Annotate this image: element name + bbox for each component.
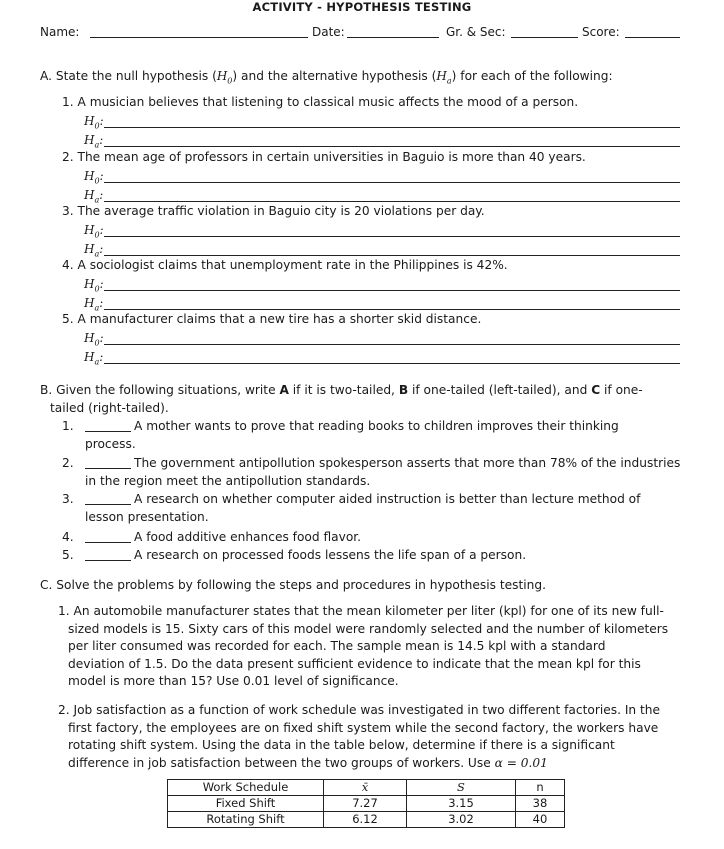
date-label: Date: — [312, 25, 345, 39]
ha-answer-line[interactable] — [104, 309, 680, 310]
ha-label: $H_a$: — [84, 242, 104, 259]
part-a-item: 4. A sociologist claims that unemployment rate in the Philippines is 42%. — [62, 258, 508, 272]
problem-2-line: 2. Job satisfaction as a function of work schedule was investigated in two different factories. In the — [58, 703, 661, 717]
part-b-item-text-cont: process. — [85, 437, 136, 451]
ha-answer-line[interactable] — [104, 255, 680, 256]
table-cell: 38 — [516, 796, 565, 812]
name-field[interactable] — [90, 37, 308, 38]
part-b-answer-blank[interactable] — [85, 431, 131, 432]
table-cell: 3.15 — [407, 796, 516, 812]
table-row — [168, 812, 565, 828]
table-cell: 3.02 — [407, 812, 516, 828]
problem-2-line: first factory, the employees are on fixed shift system while the second factory, the workers have — [68, 720, 659, 735]
part-b-item-text-cont: lesson presentation. — [85, 510, 209, 524]
part-a-item: 2. The mean age of professors in certain universities in Baguio is more than 40 years. — [62, 150, 586, 164]
alpha-expression: α = 0.01 — [494, 755, 548, 770]
problem-1-line: 1. An automobile manufacturer states that the mean kilometer per liter (kpl) for one of its new full- — [58, 604, 664, 618]
h0-answer-line[interactable] — [104, 127, 680, 128]
table-cell: Fixed Shift — [168, 796, 324, 812]
part-b-item-number: 2. — [62, 456, 74, 470]
h0-answer-line[interactable] — [104, 182, 680, 183]
table-header-cell: Work Schedule — [168, 780, 324, 796]
problem-1-line: deviation of 1.5. Do the data present sufficient evidence to indicate that the mean kpl for this — [68, 656, 641, 671]
h0-label: $H_0$: — [84, 277, 104, 294]
h0-answer-line[interactable] — [104, 344, 680, 345]
ha-answer-line[interactable] — [104, 363, 680, 364]
table-header-cell: S — [407, 780, 516, 796]
part-b-item-text: A research on whether computer aided instruction is better than lecture method of — [134, 492, 641, 506]
part-c-instruction: C. Solve the problems by following the steps and procedures in hypothesis testing. — [40, 578, 546, 592]
part-a-item: 5. A manufacturer claims that a new tire has a shorter skid distance. — [62, 312, 482, 326]
h0-label: $H_0$: — [84, 114, 104, 131]
part-b-item-text: A mother wants to prove that reading books to children improves their thinking — [134, 419, 619, 433]
score-label: Score: — [582, 25, 620, 39]
table-header-cell: n — [516, 780, 565, 796]
problem-2-line: difference in job satisfaction between the two groups of workers. Use α = 0.01 — [68, 755, 548, 770]
part-b-item-number: 5. — [62, 548, 74, 562]
h0-label: $H_0$: — [84, 223, 104, 240]
ha-label: $H_a$: — [84, 133, 104, 150]
part-a-instruction: A. State the null hypothesis $(H_0)$ and the alternative hypothesis $(H_a)$ for each of the following: — [40, 69, 613, 86]
ha-answer-line[interactable] — [104, 201, 680, 202]
h0-label: $H_0$: — [84, 331, 104, 348]
part-b-item-text-cont: in the region meet the antipollution standards. — [85, 474, 371, 488]
part-a-item: 1. A musician believes that listening to classical music affects the mood of a person. — [62, 95, 579, 109]
table-cell: Rotating Shift — [168, 812, 324, 828]
table-cell: 40 — [516, 812, 565, 828]
part-b-item-number: 4. — [62, 530, 74, 544]
part-b-item-text: The government antipollution spokesperson asserts that more than 78% of the industries — [134, 456, 681, 470]
grsec-label: Gr. & Sec: — [446, 25, 506, 39]
part-b-item-text: A research on processed foods lessens the life span of a person. — [134, 548, 527, 562]
problem-2-line: rotating shift system. Using the data in the table below, determine if there is a significant — [68, 738, 615, 753]
ha-label: $H_a$: — [84, 350, 104, 367]
table-cell: 6.12 — [324, 812, 407, 828]
name-label: Name: — [40, 25, 80, 39]
part-b-answer-blank[interactable] — [85, 560, 131, 561]
score-field[interactable] — [625, 37, 680, 38]
problem-1-line: per liter consumed was recorded for each. The sample mean is 14.5 kpl with a standard — [68, 639, 606, 654]
ha-answer-line[interactable] — [104, 146, 680, 147]
part-b-item-text: A food additive enhances food flavor. — [134, 530, 362, 544]
part-b-answer-blank[interactable] — [85, 468, 131, 469]
job-satisfaction-table — [167, 779, 565, 828]
page-title: ACTIVITY - HYPOTHESIS TESTING — [252, 0, 472, 14]
problem-1 — [58, 603, 668, 691]
problem-2 — [58, 702, 660, 772]
part-b-item-number: 3. — [62, 492, 74, 506]
date-field[interactable] — [347, 37, 439, 38]
part-b-instruction: B. Given the following situations, write A if it is two-tailed, B if one-tailed (left-tailed), and C if one- — [40, 383, 643, 397]
h0-answer-line[interactable] — [104, 236, 680, 237]
part-b-item-number: 1. — [62, 419, 74, 433]
grsec-field[interactable] — [511, 37, 578, 38]
ha-label: $H_a$: — [84, 296, 104, 313]
h0-label: $H_0$: — [84, 169, 104, 186]
part-b-instruction-cont: tailed (right-tailed). — [50, 401, 169, 415]
part-a-item: 3. The average traffic violation in Baguio city is 20 violations per day. — [62, 204, 485, 218]
table-header-cell: x̄ — [324, 780, 407, 796]
part-b-answer-blank[interactable] — [85, 542, 131, 543]
table-header-row — [168, 780, 565, 796]
h0-answer-line[interactable] — [104, 290, 680, 291]
problem-1-line: sized models is 15. Sixty cars of this model were randomly selected and the number of kilometers — [68, 621, 669, 636]
ha-label: $H_a$: — [84, 188, 104, 205]
table-cell: 7.27 — [324, 796, 407, 812]
table-row — [168, 796, 565, 812]
problem-1-line: model is more than 15? Use 0.01 level of significance. — [68, 674, 399, 689]
part-b-answer-blank[interactable] — [85, 504, 131, 505]
